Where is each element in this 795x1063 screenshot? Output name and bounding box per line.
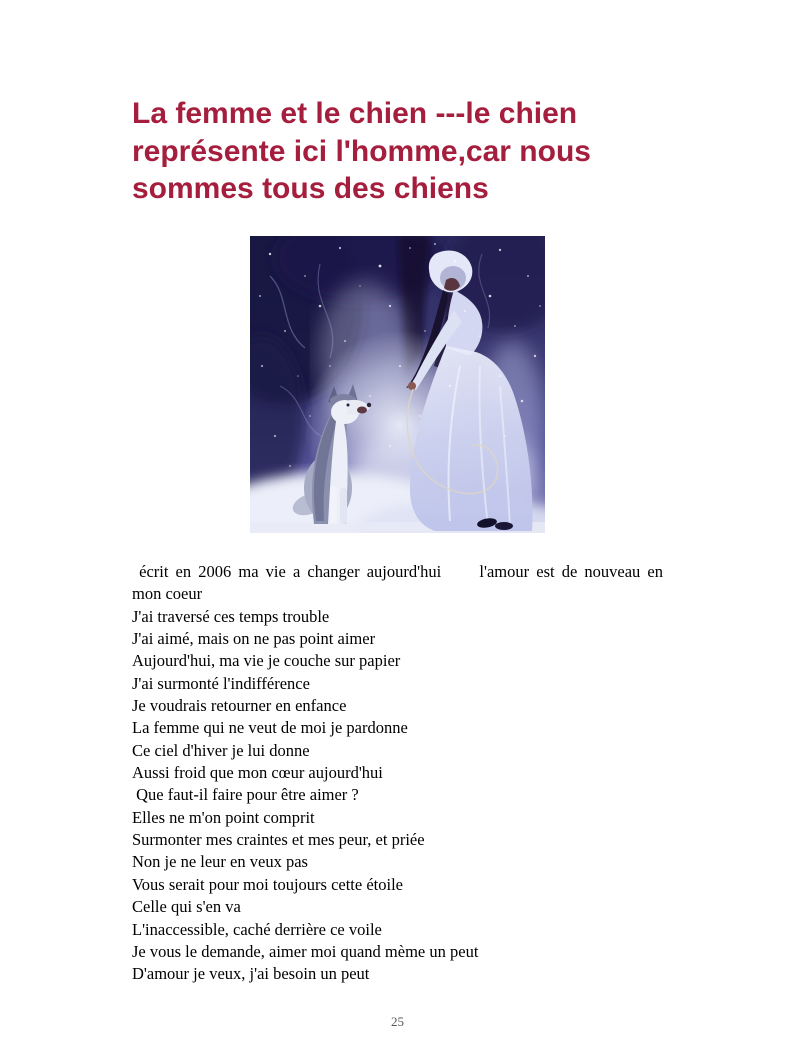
woman-and-husky-photo xyxy=(250,236,545,533)
poem-line: Surmonter mes craintes et mes peur, et priée xyxy=(132,830,425,850)
poem-line: Je vous le demande, aimer moi quand mème un peut xyxy=(132,941,479,961)
poem-line: Que faut-il faire pour être aimer ? xyxy=(132,785,359,805)
poem-line: Ce ciel d'hiver je lui donne xyxy=(132,740,310,760)
poem-text xyxy=(132,561,663,986)
poem-line: J'ai surmonté l'indifférence xyxy=(132,673,310,693)
poem-lines xyxy=(132,606,663,986)
poem-line: Aussi froid que mon cœur aujourd'hui xyxy=(132,763,383,783)
poem-intro-segment1: écrit en 2006 ma vie a changer aujourd'hui xyxy=(132,562,442,581)
poem-line: Celle qui s'en va xyxy=(132,897,241,917)
poem-line: Non je ne leur en veux pas xyxy=(132,852,308,872)
poem-line: Vous serait pour moi toujours cette étoile xyxy=(132,874,403,894)
poem-intro-line xyxy=(132,561,663,583)
poem-line: mon coeur xyxy=(132,584,203,604)
poem-line: Aujourd'hui, ma vie je couche sur papier xyxy=(132,651,401,671)
poem-line: Elles ne m'on point comprit xyxy=(132,807,315,827)
poem-line: J'ai traversé ces temps trouble xyxy=(132,606,330,626)
illustration-image xyxy=(250,236,545,533)
poem-line: L'inaccessible, caché derrière ce voile xyxy=(132,919,382,939)
poem-line: J'ai aimé, mais on ne pas point aimer xyxy=(132,629,376,649)
hand xyxy=(408,382,416,390)
poem-line: Je voudrais retourner en enfance xyxy=(132,696,347,716)
page-number: 25 xyxy=(391,1014,404,1029)
poem-line: La femme qui ne veut de moi je pardonne xyxy=(132,718,408,738)
shoe xyxy=(495,522,513,530)
poem-line: D'amour je veux, j'ai besoin un peut xyxy=(132,964,370,984)
poem-intro-segment2: l'amour est de nouveau en xyxy=(479,562,663,581)
page-title: La femme et le chien ---le chien représente ici l'homme,car nous sommes tous des chiens xyxy=(132,97,591,205)
